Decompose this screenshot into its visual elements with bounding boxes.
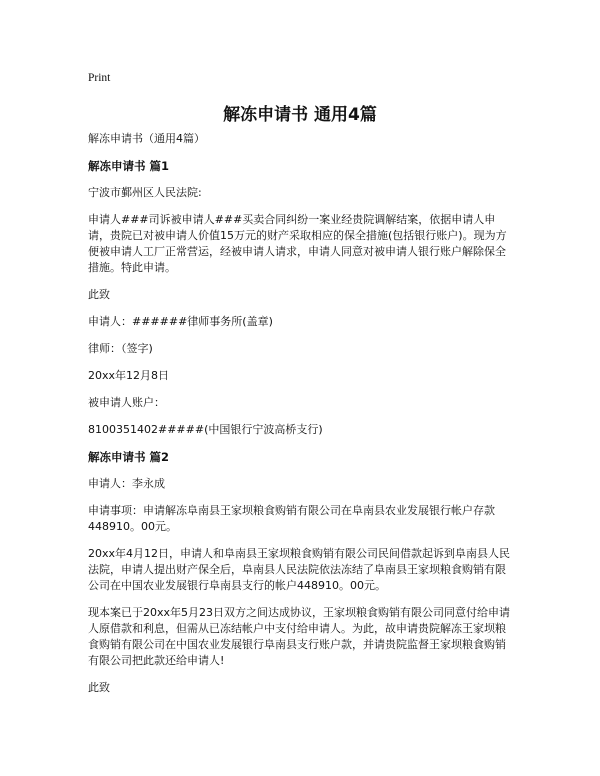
section-2-applicant: 申请人：李永成 [88, 477, 165, 490]
section-1-lawyer: 律师：（签字) [88, 342, 153, 355]
section-1-date: 20xx年12月8日 [88, 369, 170, 382]
section-1-account-label: 被申请人账户： [88, 396, 165, 409]
section-2-matter: 申请事项：申请解冻阜南县王家坝粮食购销有限公司在阜南县农业发展银行帐户存款448910。00元。 [88, 504, 495, 533]
section-1-account-value: 8100351402#####(中国银行宁波高桥支行) [88, 423, 323, 436]
print-label: Print [88, 72, 111, 84]
section-1-heading: 解冻申请书 篇1 [88, 159, 170, 173]
section-1-applicant: 申请人：######律师事务所(盖章) [88, 315, 273, 328]
section-1-closing: 此致 [88, 288, 110, 301]
section-2-closing: 此致 [88, 681, 110, 694]
document-body [88, 131, 512, 698]
section-2-heading: 解冻申请书 篇2 [88, 450, 170, 464]
section-2-facts: 20xx年4月12日，申请人和阜南县王家坝粮食购销有限公司民间借款起诉到阜南县人民法院，申请人提出财产保全后，阜南县人民法院依法冻结了阜南县王家坝粮食购销有限公司在中国农业发展银行阜南县支行的帐户448910。00元。 [88, 547, 511, 592]
document-title: 解冻申请书 通用4篇 [223, 105, 377, 125]
section-1-body: 申请人###司诉被申请人###买卖合同纠纷一案业经贵院调解结案，依据申请人申请，贵院已对被申请人价值15万元的财产采取相应的保全措施(包括银行账户)。现为方便被申请人工厂正常营运，经被申请人请求，申请人同意对被申请人银行账户解除保全措施。特此申请。 [88, 213, 507, 274]
section-2-settlement: 现本案已于20xx年5月23日双方之间达成协议，王家坝粮食购销有限公司同意付给申请人原借款和利息，但需从已冻结帐户中支付给申请人。为此，故申请贵院解冻王家坝粮食购销有限公司在中国农业发展银行阜南县支行账户款，并请贵院监督王家坝粮食购销有限公司把此款还给申请人! [88, 606, 511, 667]
document-subtitle: 解冻申请书（通用4篇） [88, 132, 205, 145]
section-1-addressee: 宁波市鄞州区人民法院: [88, 186, 202, 199]
